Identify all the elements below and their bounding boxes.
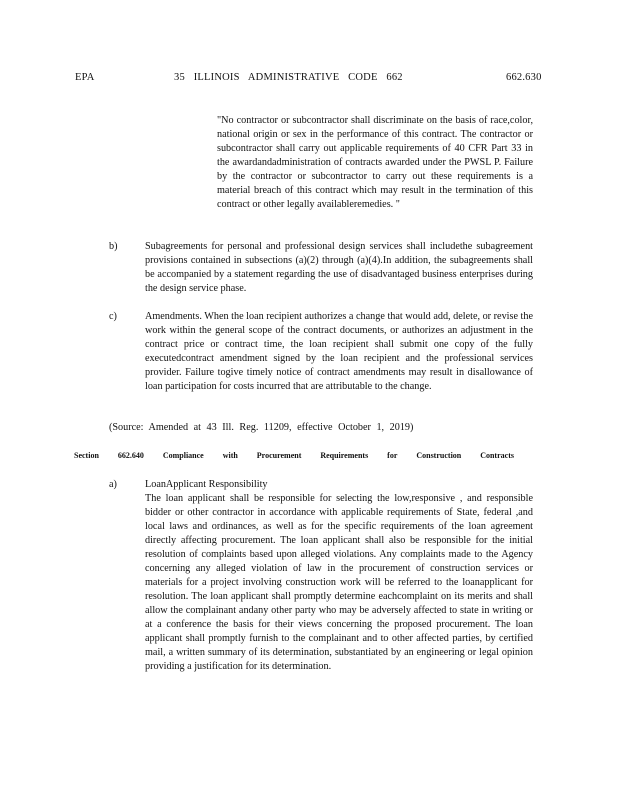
item-c-letter: c) (109, 311, 117, 322)
item-b-text: Subagreements for personal and professional design services shall includethe subagreement provisions contained in subsections (a)(2) through (a)(4).In addition, the subagreements shall be accompanied by a statement regarding the use of disadvantaged business enterprises during the design service phase. (145, 241, 533, 294)
quoted-clause: "No contractor or subcontractor shall discriminate on the basis of race,color, national origin or sex in the performance of this contract. The contractor or subcontractor shall carry out applicable requirements of 40 CFR Part 33 in the awardandadministration of contracts awarded under the PWSL P. Failure by the contractor or subcontractor to carry out these requirements is a material breach of this contract which may result in the termination of this contract or other legally availableremedies. " (217, 115, 533, 210)
header-agency: EPA (75, 72, 95, 83)
section-heading (74, 451, 514, 461)
header-code-title: 35 ILLINOIS ADMINISTRATIVE CODE 662 (174, 72, 403, 83)
section-label: Section (74, 451, 99, 460)
section-title-word: Compliance (162, 451, 204, 460)
item-c-text: Amendments. When the loan recipient authorizes a change that would add, delete, or revise the work within the general scope of the contract documents, or authorizes an adjustment in the contract price or contract time, the loan recipient shall submit one copy of the fully executedcontract amendment signed by the loan recipient and the professional services provider. Failure togive timely notice of contract amendments may result in disallowance of loan participation for costs incurred that are attributable to the change. (145, 311, 533, 392)
header-section-number: 662.630 (506, 72, 542, 83)
item-b-letter: b) (109, 241, 118, 252)
section-title-word: Requirements (320, 451, 369, 460)
item-a-letter: a) (109, 479, 117, 490)
section-number: 662.640 (117, 451, 144, 460)
section-title-word: Contracts (480, 451, 514, 460)
item-a-text: The loan applicant shall be responsible for selecting the low,responsive , and responsible bidder or other contractor in accordance with applicable requirements of State, federal ,and local laws and ordinances, as well as for the specific requirements of the loan agreement directly affecting procurement. The loan applicant shall also be responsible for the initial resolution of complaints based upon alleged violations. Any complaints made to the Agency concerning any alleged violation of law in the procurement of construction services or materials for a project involving construction work will be referred to the loanapplicant for resolution. The loan applicant shall promptly determine eachcomplaint on its merits and shall allow the complainant andany other party who may be adversely affected to state in writing or at a conference the basis for their views concerning the proposed procurement. The loan applicant shall promptly furnish to the complainant and to other affected parties, by certified mail, a written summary of its determination, substantiated by an engineering or legal opinion providing a justification for its determination. (145, 493, 533, 672)
section-title-word: for (387, 451, 398, 460)
section-title-word: Construction (416, 451, 462, 460)
section-title-word: with (222, 451, 238, 460)
section-title-word: Procurement (256, 451, 302, 460)
source-note: (Source: Amended at 43 Ill. Reg. 11209, effective October 1, 2019) (109, 422, 414, 433)
item-a-heading: LoanApplicant Responsibility (145, 479, 268, 490)
item-a-block (145, 478, 533, 674)
